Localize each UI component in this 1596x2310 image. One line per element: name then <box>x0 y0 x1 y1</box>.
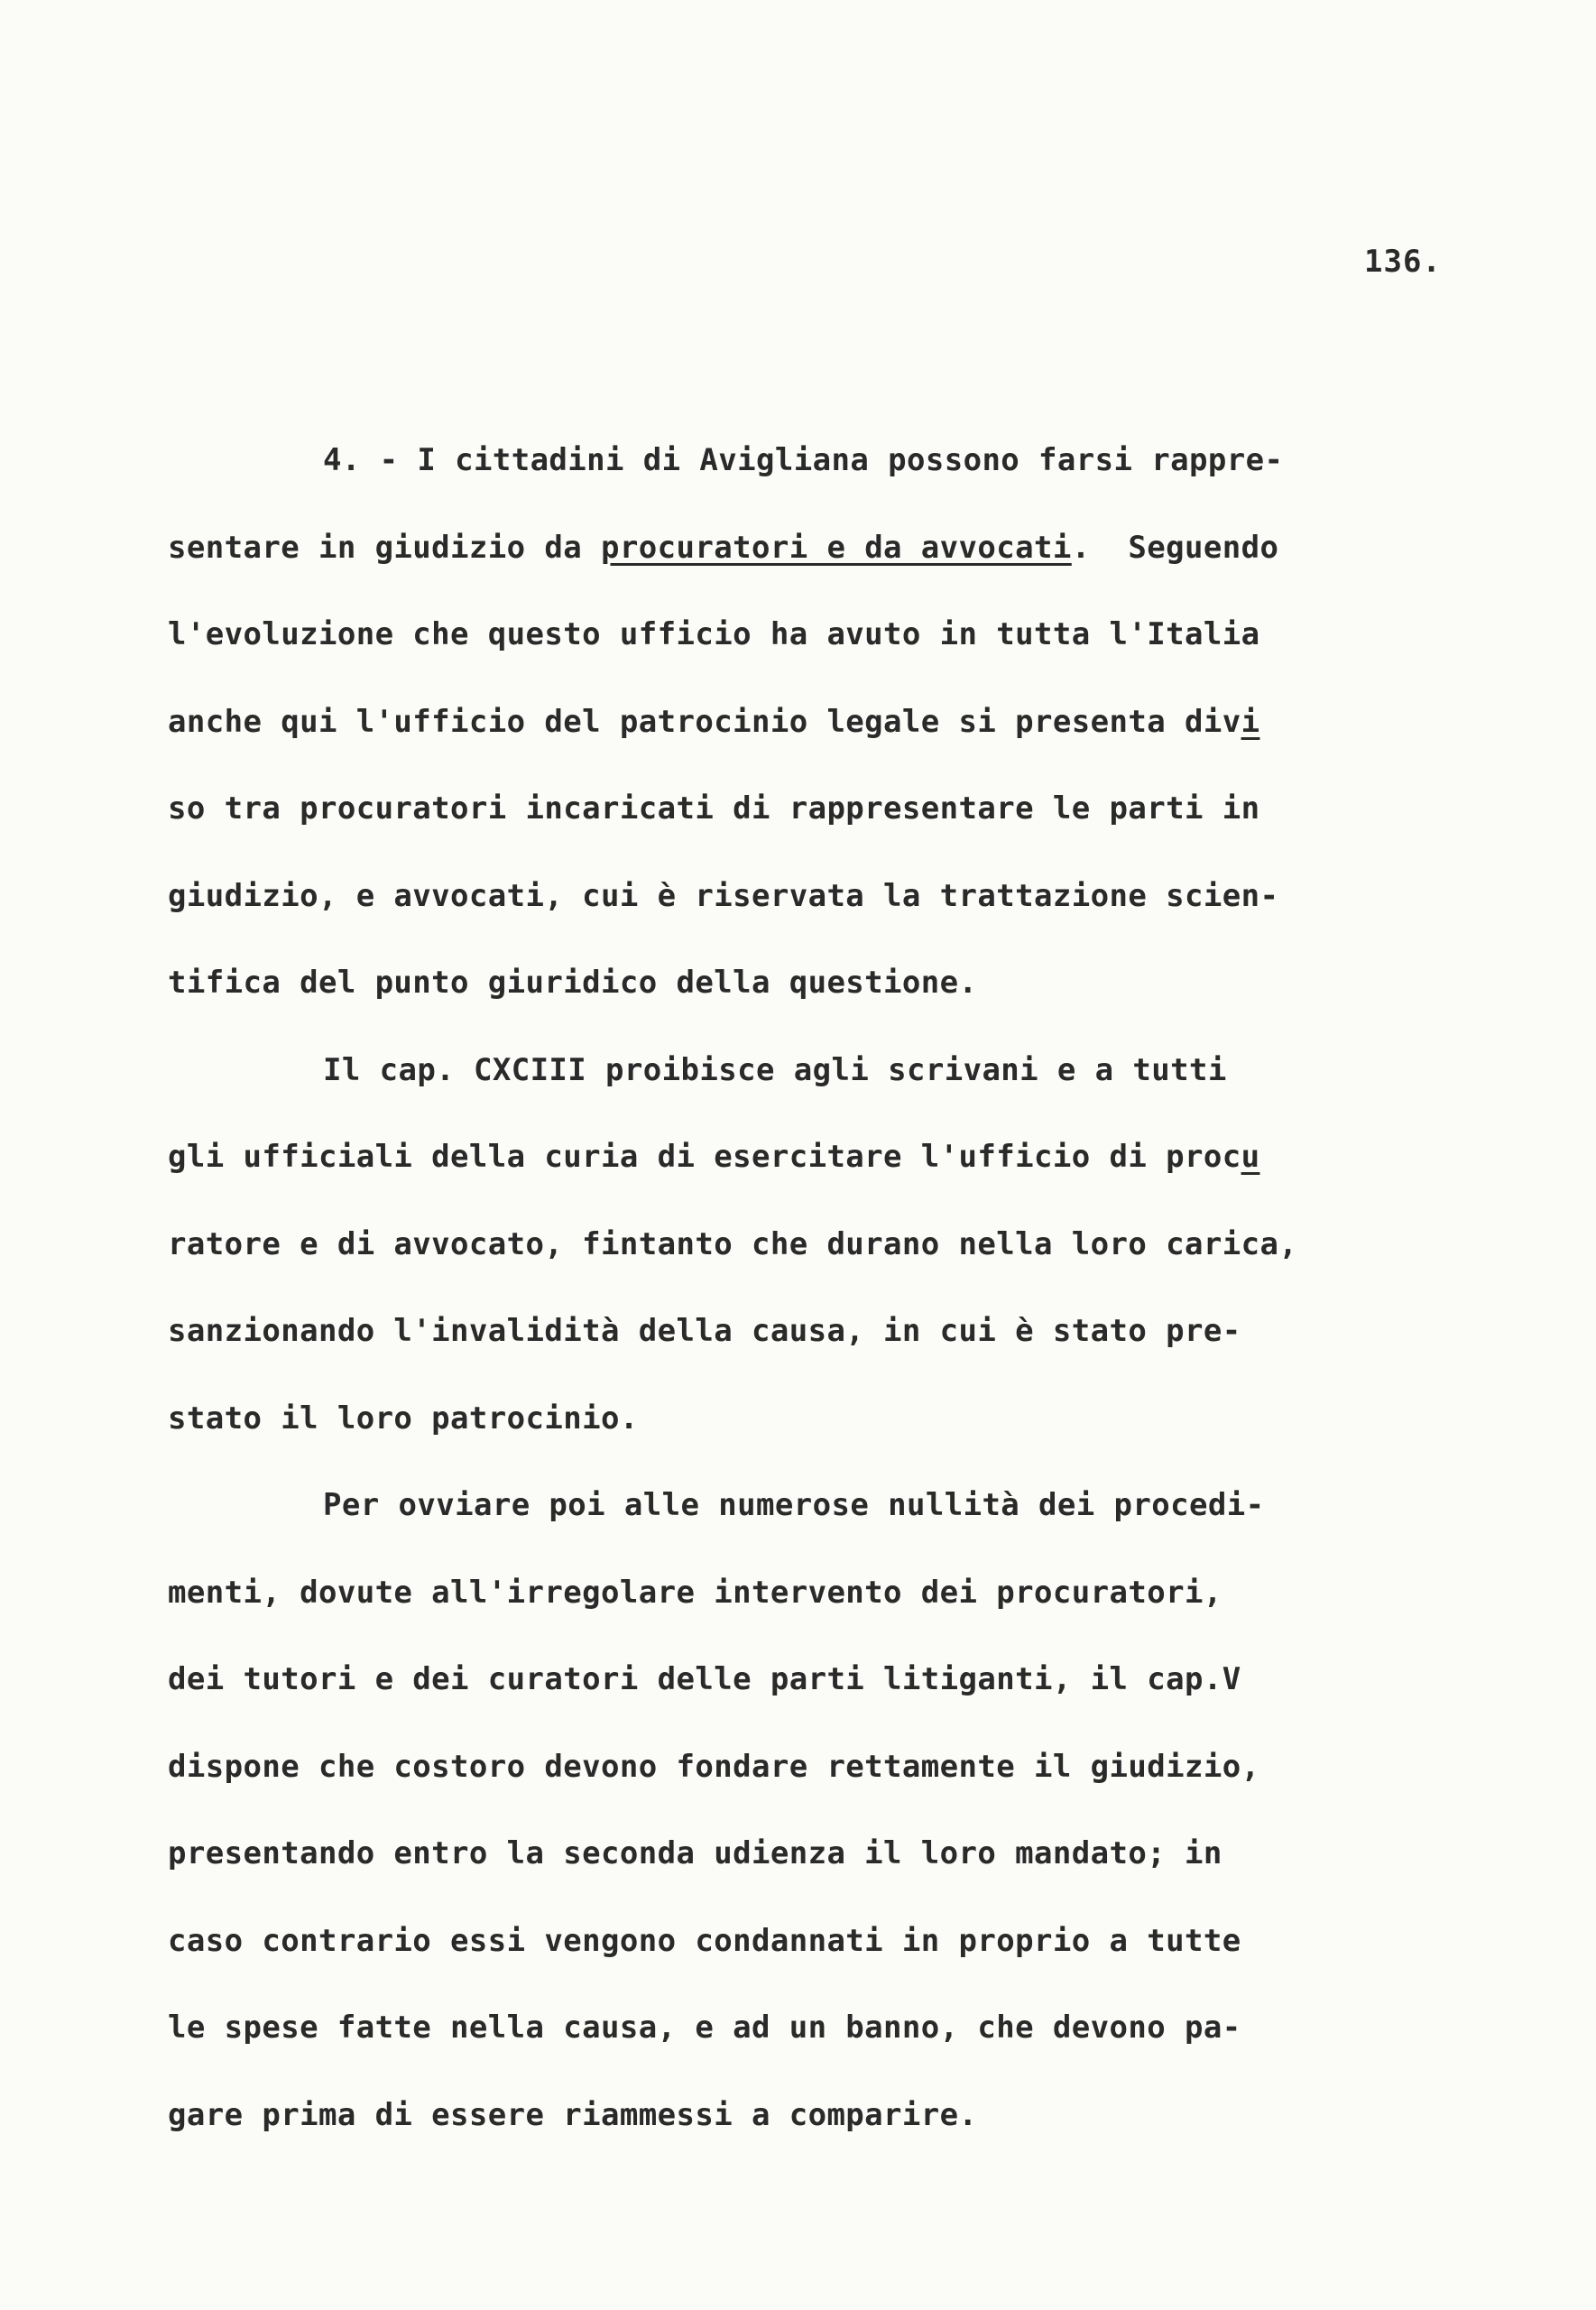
text-segment: Il cap. CXCIII proibisce agli scrivani e a tutti <box>323 1051 1227 1088</box>
text-segment: sentare in giudizio da <box>168 529 602 566</box>
text-line <box>168 1462 1503 1549</box>
underlined-text: i <box>1241 703 1260 740</box>
text-segment: gare prima di essere riammessi a comparire. <box>168 2096 978 2133</box>
text-line <box>168 939 1503 1027</box>
text-line <box>168 1984 1503 2072</box>
text-line <box>168 1375 1503 1463</box>
text-line <box>168 1898 1503 1985</box>
text-segment: . Seguendo <box>1071 529 1279 566</box>
text-segment: Per ovviare poi alle numerose nullità dei procedi- <box>323 1487 1265 1523</box>
text-line <box>168 591 1503 679</box>
text-segment: menti, dovute all'irregolare intervento dei procuratori, <box>168 1574 1222 1611</box>
text-line <box>168 765 1503 853</box>
text-line <box>168 1723 1503 1811</box>
text-segment: tifica del punto giuridico della questione. <box>168 965 978 1001</box>
text-segment: 4. - I cittadini di Avigliana possono farsi rappre- <box>323 442 1284 478</box>
text-segment: l'evoluzione che questo ufficio ha avuto in tutta l'Italia <box>168 616 1260 652</box>
text-segment: anche qui l'ufficio del patrocinio legale si presenta div <box>168 703 1241 740</box>
text-line <box>168 853 1503 940</box>
underlined-text: u <box>1241 1139 1260 1175</box>
text-line <box>168 417 1503 504</box>
text-line <box>168 1549 1503 1637</box>
document-body <box>168 417 1503 2158</box>
text-segment: so tra procuratori incaricati di rappresentare le parti in <box>168 790 1260 827</box>
text-segment: presentando entro la seconda udienza il loro mandato; in <box>168 1835 1222 1871</box>
text-line <box>168 2072 1503 2159</box>
text-segment: gli ufficiali della curia di esercitare l'ufficio di proc <box>168 1139 1241 1175</box>
text-segment: caso contrario essi vengono condannati in proprio a tutte <box>168 1922 1241 1959</box>
text-line <box>168 1201 1503 1289</box>
page-number: 136. <box>1364 244 1442 280</box>
text-segment: ratore e di avvocato, fintanto che durano nella loro carica, <box>168 1225 1298 1262</box>
underlined-text: procuratori e da avvocati <box>601 529 1072 566</box>
text-line <box>168 1810 1503 1898</box>
text-segment: stato il loro patrocinio. <box>168 1400 639 1437</box>
text-segment: giudizio, e avvocati, cui è riservata la trattazione scien- <box>168 877 1279 914</box>
text-segment: dei tutori e dei curatori delle parti litiganti, il cap.V <box>168 1661 1241 1697</box>
text-line <box>168 1113 1503 1201</box>
text-line <box>168 1027 1503 1114</box>
text-line <box>168 679 1503 766</box>
text-line <box>168 1288 1503 1375</box>
text-segment: sanzionando l'invalidità della causa, in cui è stato pre- <box>168 1313 1241 1349</box>
text-segment: le spese fatte nella causa, e ad un banno, che devono pa- <box>168 2010 1241 2046</box>
text-line <box>168 504 1503 592</box>
text-segment: dispone che costoro devono fondare rettamente il giudizio, <box>168 1748 1260 1785</box>
text-line <box>168 1636 1503 1723</box>
